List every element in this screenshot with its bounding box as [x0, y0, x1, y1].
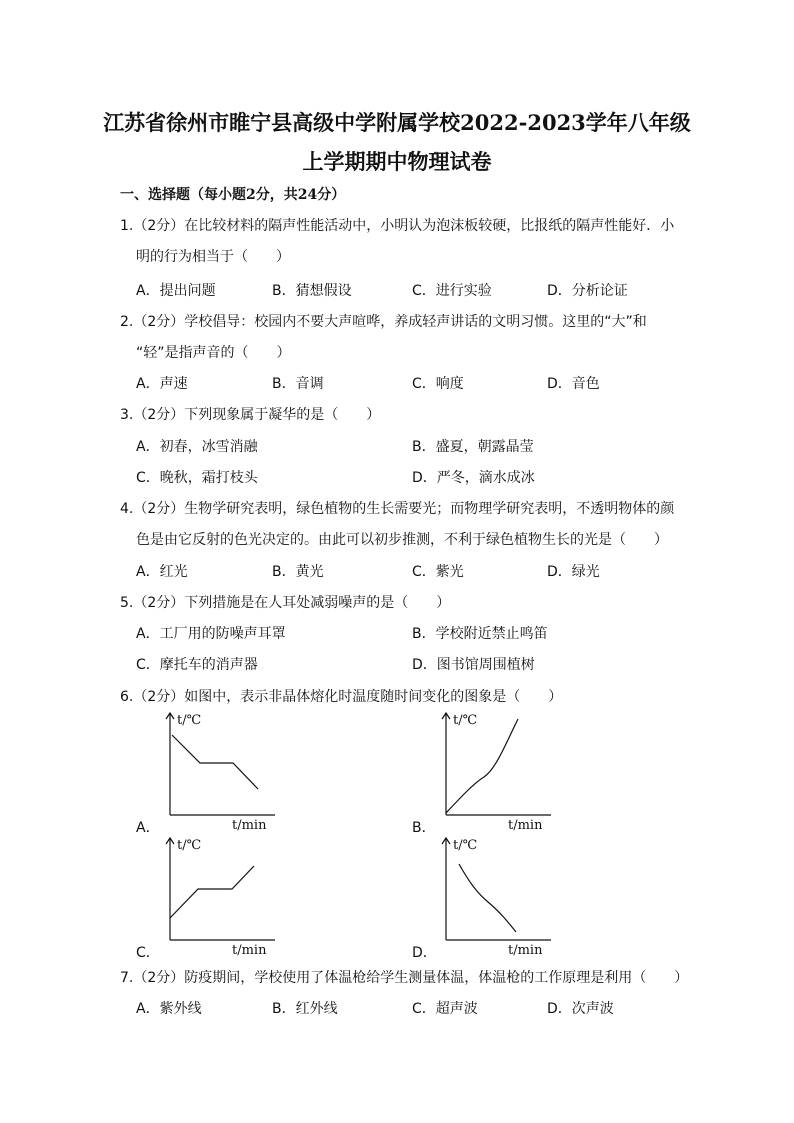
question-1-line-2: 明的行为相当于（ ） — [136, 249, 290, 265]
paper-title-line-1: 江苏省徐州市睢宁县高级中学附属学校2022-2023学年八年级 — [103, 110, 691, 135]
question-2-option-b: B．音调 — [272, 376, 324, 392]
graph-c-x-label: t/min — [232, 943, 267, 958]
question-2-line-1: 2.（2分）学校倡导：校园内不要大声喧哗，养成轻声讲话的文明习惯。这里的“大”和 — [120, 314, 647, 330]
question-4-line-2: 色是由它反射的色光决定的。由此可以初步推测，不利于绿色植物生长的光是（ ） — [136, 532, 668, 548]
graph-b-y-label: t/℃ — [453, 713, 478, 728]
question-4-option-a: A．红光 — [136, 564, 188, 580]
graph-b-x-label: t/min — [508, 818, 543, 833]
question-4-option-d: D．绿光 — [547, 564, 600, 580]
graph-a-curve — [172, 735, 258, 789]
question-1-line-1: 1.（2分）在比较材料的隔声性能活动中，小明认为泡沫板较硬，比报纸的隔声性能好．小 — [120, 218, 675, 234]
graph-a-y-label: t/℃ — [177, 713, 202, 728]
question-5-option-c: C．摩托车的消声器 — [136, 657, 258, 673]
question-2-option-d: D．音色 — [547, 376, 600, 392]
graph-a — [150, 705, 280, 835]
question-5-option-a: A．工厂用的防噪声耳罩 — [136, 626, 286, 642]
question-3-option-b: B．盛夏，朝露晶莹 — [412, 439, 534, 455]
question-4-option-c: C．紫光 — [412, 564, 464, 580]
graph-d-x-label: t/min — [508, 943, 543, 958]
question-3-line-1: 3.（2分）下列现象属于凝华的是（ ） — [120, 407, 381, 423]
graph-d-curve — [459, 864, 516, 932]
question-1-option-c: C．进行实验 — [412, 283, 492, 299]
question-3-option-d: D．严冬，滴水成冰 — [412, 470, 535, 486]
graph-b-curve — [446, 719, 518, 813]
paper-title-line-2: 上学期期中物理试卷 — [302, 149, 492, 174]
graph-c-curve — [170, 866, 254, 918]
question-5-line-1: 5.（2分）下列措施是在人耳处减弱噪声的是（ ） — [120, 595, 451, 611]
question-4-option-b: B．黄光 — [272, 564, 324, 580]
graph-a-label: A． — [136, 820, 160, 836]
question-2-line-2: “轻”是指声音的（ ） — [136, 345, 291, 361]
question-2-option-c: C．响度 — [412, 376, 464, 392]
question-5-option-d: D．图书馆周围植树 — [412, 657, 535, 673]
graph-d-label: D． — [412, 945, 437, 961]
graph-d — [426, 830, 556, 960]
question-7-line-1: 7.（2分）防疫期间，学校使用了体温枪给学生测量体温，体温枪的工作原理是利用（ ） — [120, 970, 689, 986]
question-4-line-1: 4.（2分）生物学研究表明，绿色植物的生长需要光；而物理学研究表明，不透明物体的颜 — [120, 501, 675, 517]
question-6-line-1: 6.（2分）如图中，表示非晶体熔化时温度随时间变化的图象是（ ） — [120, 689, 563, 705]
question-7-option-d: D．次声波 — [547, 1001, 614, 1017]
graph-b — [426, 705, 556, 835]
question-1-option-d: D．分析论证 — [547, 283, 628, 299]
question-3-option-c: C．晚秋，霜打枝头 — [136, 470, 258, 486]
graph-a-x-label: t/min — [232, 818, 267, 833]
question-7-option-a: A．紫外线 — [136, 1001, 202, 1017]
question-3-option-a: A．初春，冰雪消融 — [136, 439, 258, 455]
graph-c — [150, 830, 280, 960]
graph-c-label: C． — [136, 945, 160, 961]
question-7-option-c: C．超声波 — [412, 1001, 478, 1017]
graph-c-y-label: t/℃ — [177, 838, 202, 853]
graph-b-label: B． — [412, 820, 436, 836]
graph-d-y-label: t/℃ — [453, 838, 478, 853]
question-7-option-b: B．红外线 — [272, 1001, 338, 1017]
question-5-option-b: B．学校附近禁止鸣笛 — [412, 626, 548, 642]
question-1-option-a: A．提出问题 — [136, 283, 216, 299]
question-2-option-a: A．声速 — [136, 376, 188, 392]
section-heading: 一、选择题（每小题2分，共24分） — [120, 187, 346, 203]
question-1-option-b: B．猜想假设 — [272, 283, 352, 299]
